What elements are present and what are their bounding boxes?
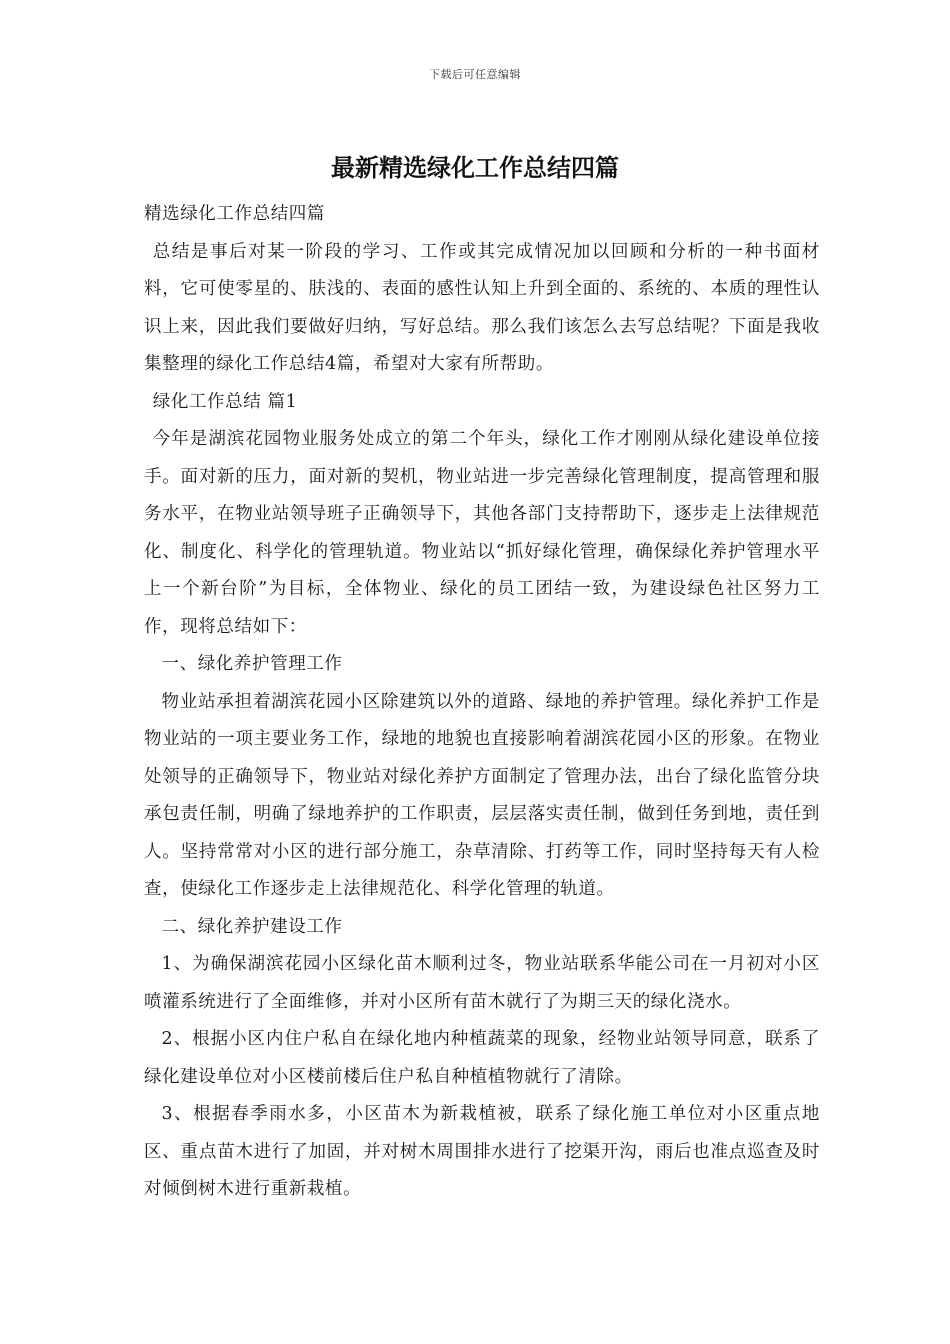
list-item-paragraph: 1、为确保湖滨花园小区绿化苗木顺利过冬，物业站联系华能公司在一月初对小区喷灌系统进行了全面维修，并对小区所有苗木就行了为期三天的绿化浇水。 [144,954,820,1012]
header-note: 下载后可任意编辑 [429,68,521,81]
section-heading-maintenance: 一、绿化养护管理工作 [161,654,343,674]
intro-paragraph: 总结是事后对某一阶段的学习、工作或其完成情况加以回顾和分析的一种书面材料，它可使零星的、肤浅的、表面的感性认知上升到全面的、系统的、本质的理性认识上来，因此我们要做好归纳，写好总结。那么我们该怎么去写总结呢？下面是我收集整理的绿化工作总结4篇，希望对大家有所帮助。 [144,241,820,374]
body-paragraph: 物业站承担着湖滨花园小区除建筑以外的道路、绿地的养护管理。绿化养护工作是物业站的一项主要业务工作，绿地的地貌也直接影响着湖滨花园小区的形象。在物业处领导的正确领导下，物业站对绿化养护方面制定了管理办法，出台了绿化监管分块承包责任制，明确了绿地养护的工作职责，层层落实责任制，做到任务到地，责任到人。坚持常常对小区的进行部分施工，杂草清除、打药等工作，同时坚持每天有人检查，使绿化工作逐步走上法律规范化、科学化管理的轨道。 [144,691,820,899]
document-title: 最新精选绿化工作总结四篇 [331,153,619,182]
list-item-paragraph: 3、根据春季雨水多，小区苗木为新栽植被，联系了绿化施工单位对小区重点地区、重点苗木进行了加固，并对树木周围排水进行了挖渠开沟，雨后也准点巡查及时对倾倒树木进行重新栽植。 [144,1104,820,1199]
subtitle-paragraph: 精选绿化工作总结四篇 [144,204,325,224]
list-item-paragraph: 2、根据小区内住户私自在绿化地内种植蔬菜的现象，经物业站领导同意，联系了绿化建设单位对小区楼前楼后住户私自种植植物就行了清除。 [144,1029,820,1087]
document-body [144,196,820,1209]
body-paragraph: 今年是湖滨花园物业服务处成立的第二个年头，绿化工作才刚刚从绿化建设单位接手。面对新的压力，面对新的契机，物业站进一步完善绿化管理制度，提高管理和服务水平，在物业站领导班子正确领导下，其他各部门支持帮助下，逐步走上法律规范化、制度化、科学化的管理轨道。物业站以“抓好绿化管理，确保绿化养护管理水平上一个新台阶”为目标，全体物业、绿化的员工团结一致，为建设绿色社区努力工作，现将总结如下： [144,429,820,637]
section-heading-construction: 二、绿化养护建设工作 [161,916,343,937]
section-heading-part1: 绿化工作总结 篇1 [152,391,298,412]
